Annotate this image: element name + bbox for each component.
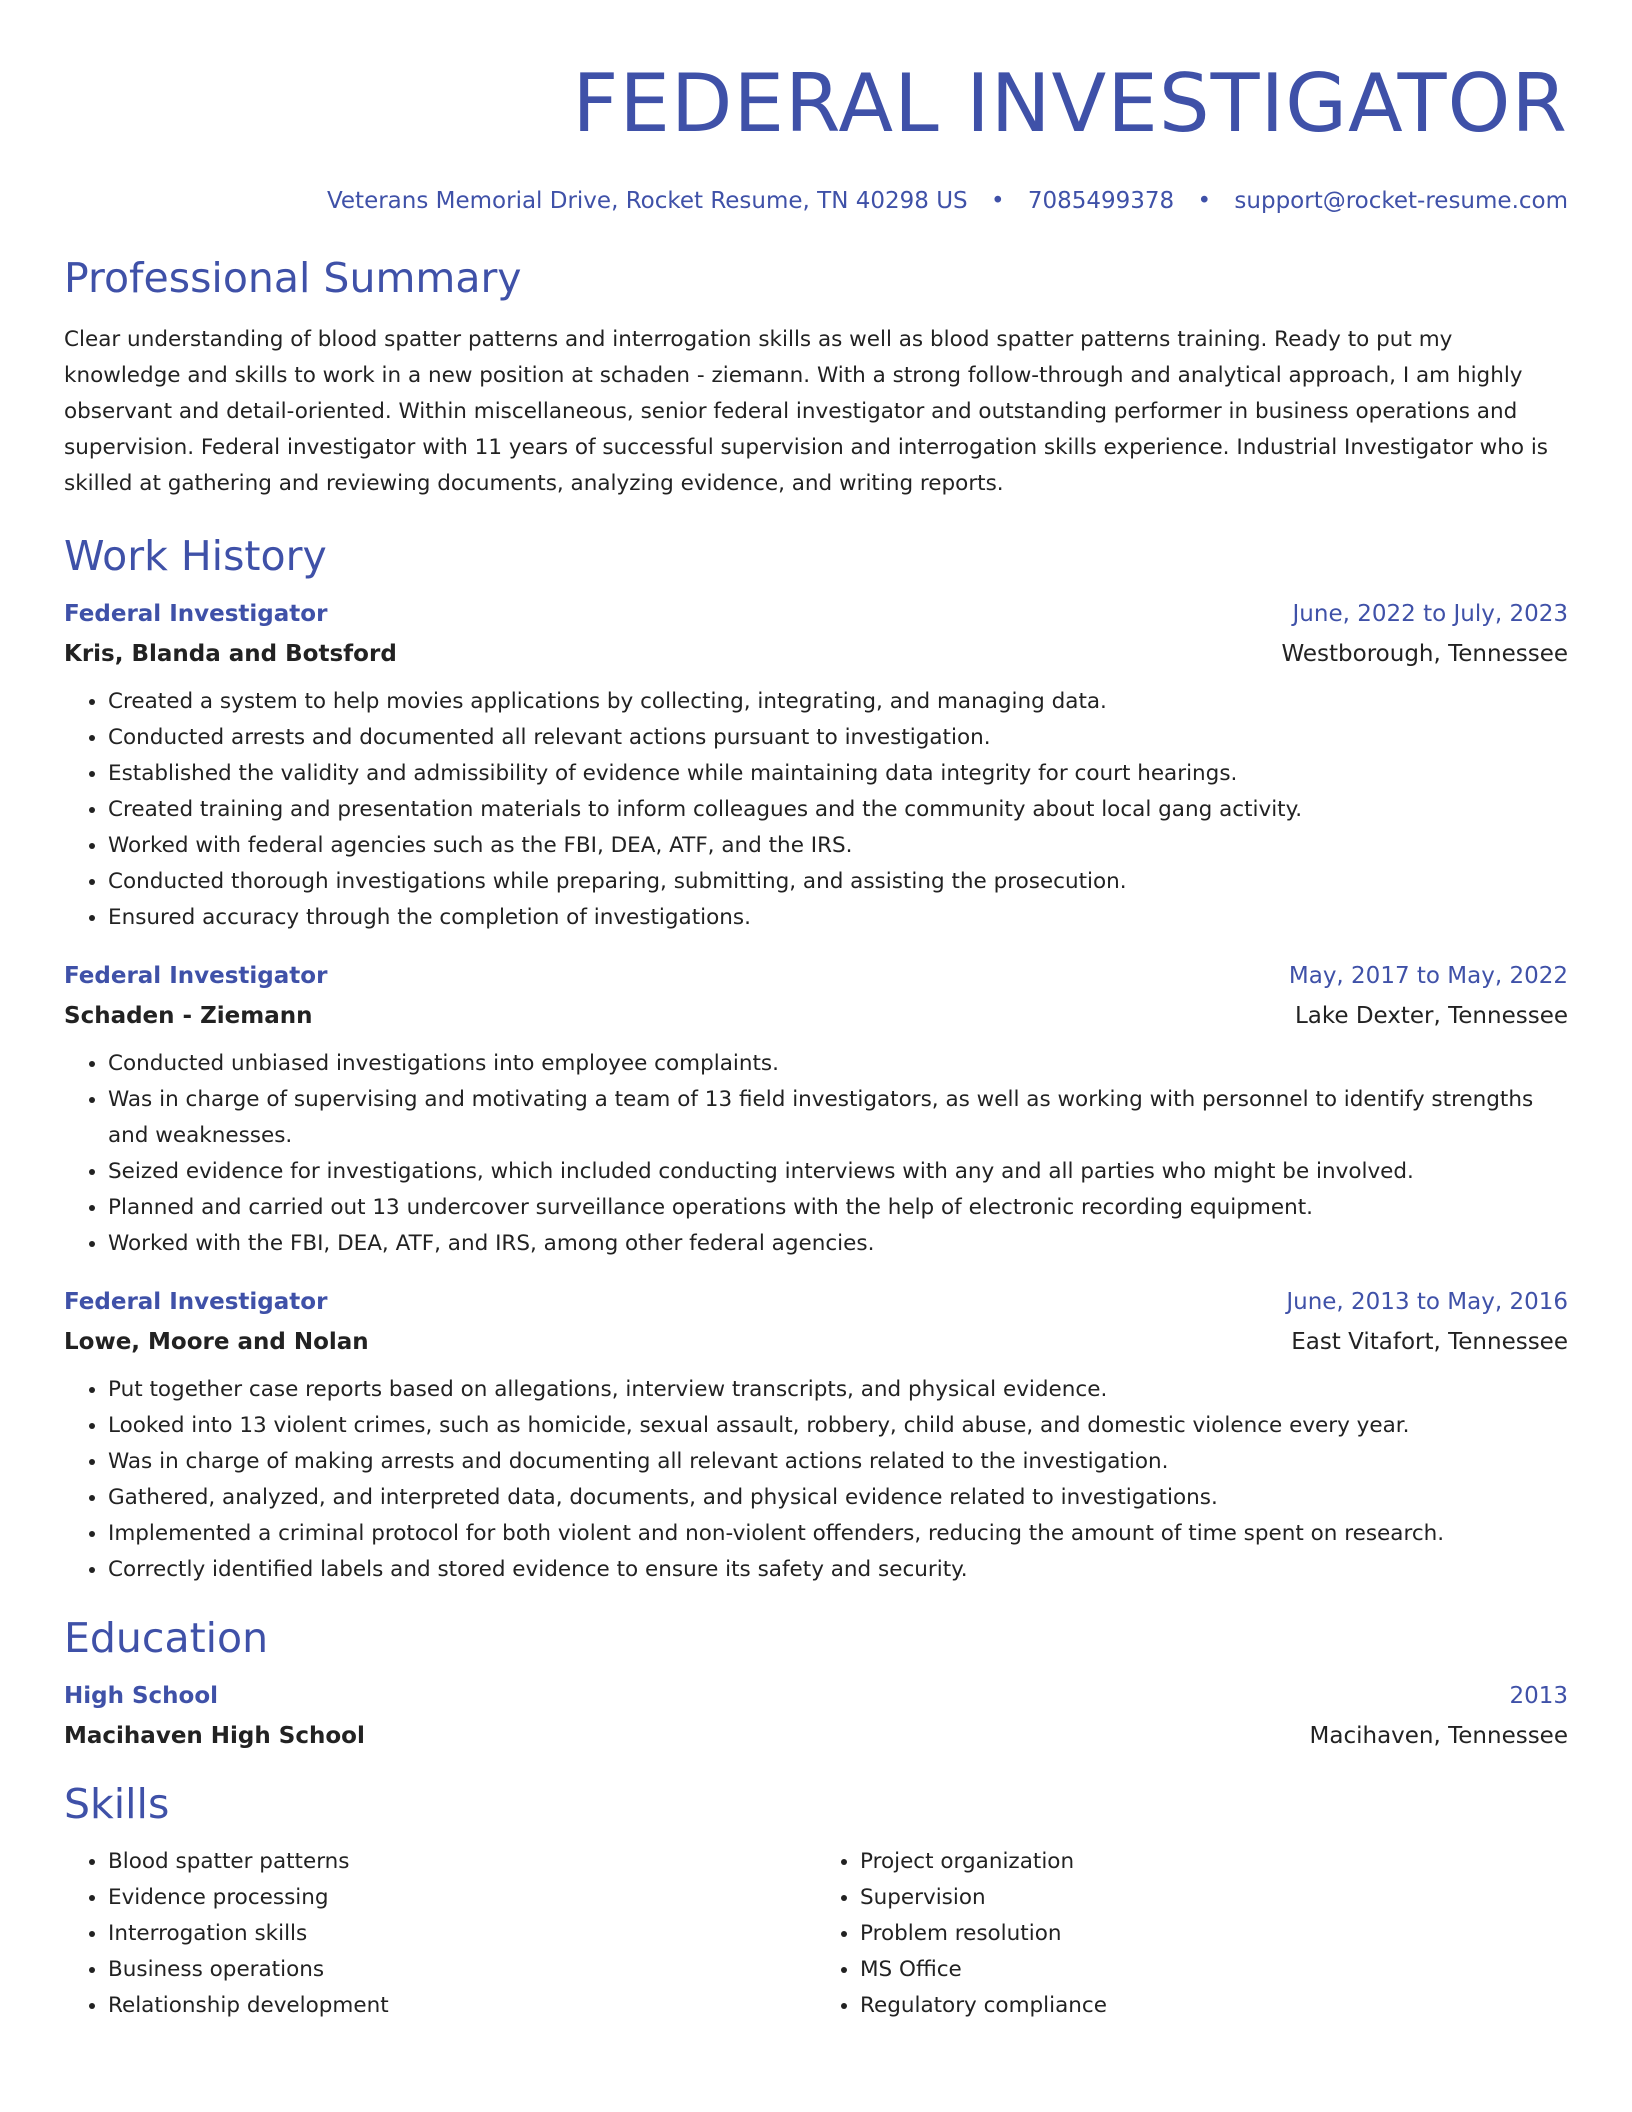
contact-separator: •: [990, 188, 1005, 214]
job-location: Lake Dexter, Tennessee: [1294, 1003, 1568, 1029]
skills-columns: [64, 1844, 1568, 2024]
education-location: Macihaven, Tennessee: [1309, 1723, 1568, 1749]
skill-item: • MS Office: [860, 1952, 1568, 1988]
job-title: Federal Investigator: [64, 963, 328, 989]
job-company: Schaden - Ziemann: [64, 1003, 313, 1029]
section-title-work-history: Work History: [64, 532, 327, 580]
list-item: • Worked with federal agencies such as the FBI, DEA, ATF, and the IRS.: [108, 828, 1568, 864]
education-year: 2013: [1509, 1683, 1568, 1709]
summary-section: [64, 252, 1568, 502]
section-title-summary: Professional Summary: [64, 254, 522, 302]
skill-item: • Business operations: [108, 1952, 816, 1988]
education-school: Macihaven High School: [64, 1723, 365, 1749]
contact-separator: •: [1197, 188, 1212, 214]
list-item: • Conducted thorough investigations while preparing, submitting, and assisting the prosecution.: [108, 864, 1568, 900]
list-item: • Planned and carried out 13 undercover surveillance operations with the help of electronic recording equipment.: [108, 1190, 1568, 1226]
section-title-skills: Skills: [64, 1780, 170, 1828]
list-item: • Put together case reports based on allegations, interview transcripts, and physical evidence.: [108, 1372, 1568, 1408]
skills-section: [64, 1778, 1568, 2024]
skill-item: • Project organization: [860, 1844, 1568, 1880]
job-bullets: [64, 684, 1568, 936]
job-entry: [64, 1282, 1568, 1588]
job-entry: [64, 956, 1568, 1262]
list-item: • Was in charge of making arrests and documenting all relevant actions related to the investigation.: [108, 1444, 1568, 1480]
resume-name: FEDERAL INVESTIGATOR: [572, 57, 1568, 150]
skill-item: • Regulatory compliance: [860, 1988, 1568, 2024]
skill-item: • Interrogation skills: [108, 1916, 816, 1952]
job-bullets: [64, 1372, 1568, 1588]
work-history-section: [64, 530, 1568, 1588]
list-item: • Established the validity and admissibility of evidence while maintaining data integrity for court hearings.: [108, 756, 1568, 792]
skills-list-right: [816, 1844, 1568, 2024]
skill-item: • Supervision: [860, 1880, 1568, 1916]
list-item: • Seized evidence for investigations, which included conducting interviews with any and all parties who might be involved.: [108, 1154, 1568, 1190]
list-item: • Created training and presentation materials to inform colleagues and the community about local gang activity.: [108, 792, 1568, 828]
list-item: • Correctly identified labels and stored evidence to ensure its safety and security.: [108, 1552, 1568, 1588]
job-dates: June, 2013 to May, 2016: [1286, 1289, 1568, 1315]
list-item: • Conducted arrests and documented all relevant actions pursuant to investigation.: [108, 720, 1568, 756]
job-company: Kris, Blanda and Botsford: [64, 641, 397, 667]
job-location: Westborough, Tennessee: [1281, 641, 1568, 667]
skills-list-left: [64, 1844, 816, 2024]
job-entry: [64, 594, 1568, 936]
job-title: Federal Investigator: [64, 601, 328, 627]
education-degree: High School: [64, 1683, 219, 1709]
list-item: • Conducted unbiased investigations into employee complaints.: [108, 1046, 1568, 1082]
job-dates: May, 2017 to May, 2022: [1288, 963, 1568, 989]
list-item: • Ensured accuracy through the completion of investigations.: [108, 900, 1568, 936]
section-title-education: Education: [64, 1614, 269, 1662]
contact-address: Veterans Memorial Drive, Rocket Resume, TN 40298 US: [326, 188, 968, 214]
job-location: East Vitafort, Tennessee: [1291, 1329, 1568, 1355]
skill-item: • Evidence processing: [108, 1880, 816, 1916]
skill-item: • Blood spatter patterns: [108, 1844, 816, 1880]
contact-email: support@rocket-resume.com: [1234, 188, 1568, 214]
list-item: • Created a system to help movies applications by collecting, integrating, and managing data.: [108, 684, 1568, 720]
list-item: • Was in charge of supervising and motivating a team of 13 field investigators, as well as working with personnel to identify strengths and weaknesses.: [108, 1082, 1568, 1154]
job-title: Federal Investigator: [64, 1289, 328, 1315]
list-item: • Looked into 13 violent crimes, such as homicide, sexual assault, robbery, child abuse, and domestic violence every year.: [108, 1408, 1568, 1444]
job-company: Lowe, Moore and Nolan: [64, 1329, 369, 1355]
skill-item: • Relationship development: [108, 1988, 816, 2024]
job-dates: June, 2022 to July, 2023: [1292, 601, 1568, 627]
summary-text: Clear understanding of blood spatter patterns and interrogation skills as well as blood spatter patterns training. Ready to put my knowledge and skills to work in a new position at schaden - ziemann. With a strong follow-through and analytical approach, I am highly observant and detail-oriented. Within miscellaneous, senior federal investigator and outstanding performer in business operations and supervision. Federal investigator with 11 years of successful supervision and interrogation skills experience. Industrial Investigator who is skilled at gathering and reviewing documents, analyzing evidence, and writing reports.: [64, 327, 1548, 496]
education-section: [64, 1612, 1568, 1756]
job-bullets: [64, 1046, 1568, 1262]
list-item: • Worked with the FBI, DEA, ATF, and IRS, among other federal agencies.: [108, 1226, 1568, 1262]
contact-line: [64, 186, 1568, 216]
list-item: • Gathered, analyzed, and interpreted data, documents, and physical evidence related to investigations.: [108, 1480, 1568, 1516]
list-item: • Implemented a criminal protocol for both violent and non-violent offenders, reducing the amount of time spent on research.: [108, 1516, 1568, 1552]
contact-phone: 7085499378: [1027, 188, 1175, 214]
skill-item: • Problem resolution: [860, 1916, 1568, 1952]
